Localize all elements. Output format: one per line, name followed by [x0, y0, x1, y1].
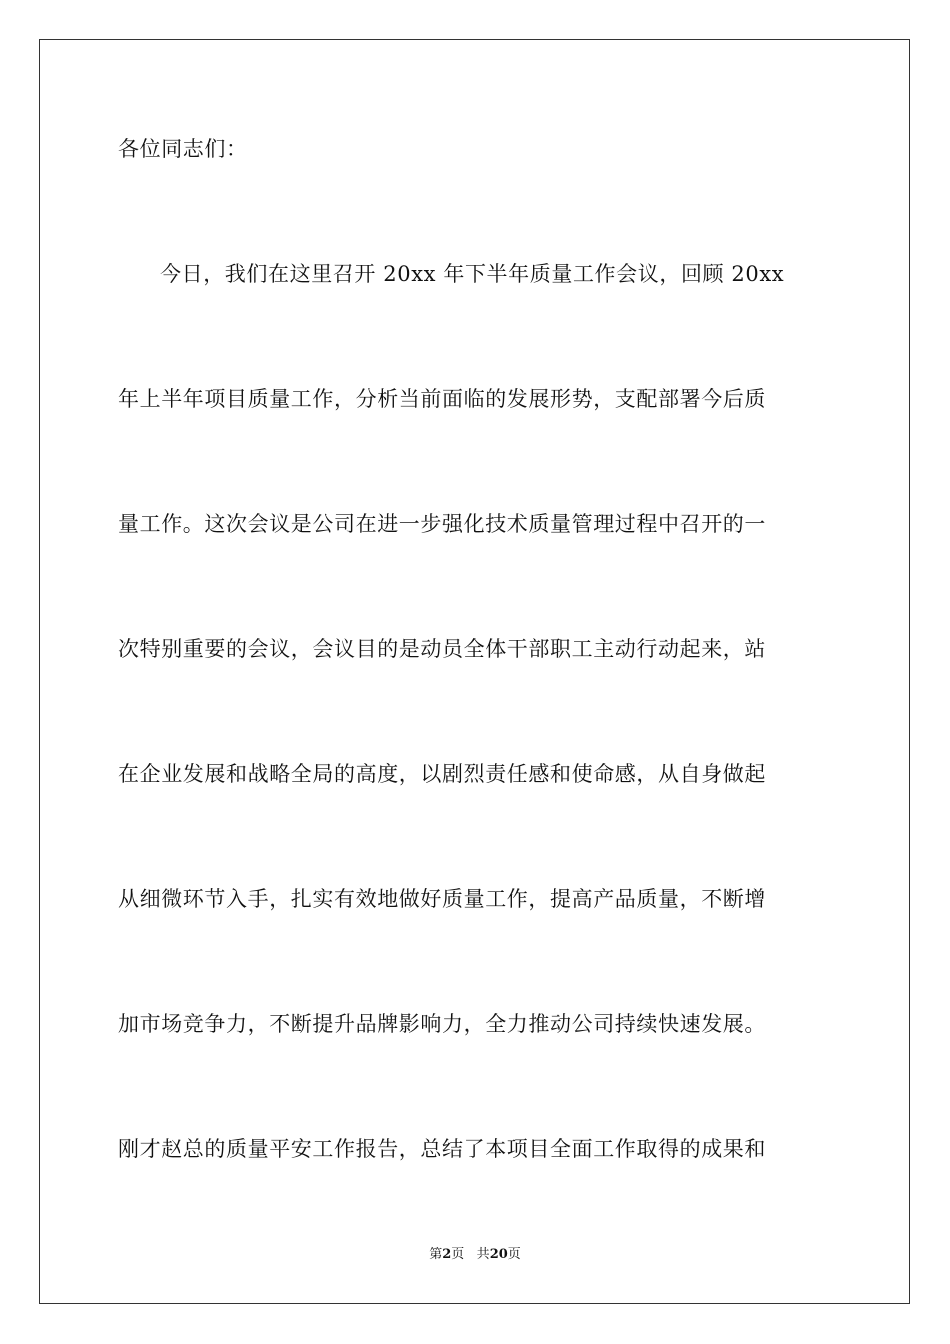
paragraph-line-2: 年上半年项目质量工作，分析当前面临的发展形势，支配部署今后质	[118, 387, 766, 411]
salutation: 各位同志们：	[118, 137, 248, 161]
paragraph-line-3: 量工作。这次会议是公司在进一步强化技术质量管理过程中召开的一	[118, 512, 766, 536]
total-pages: 20	[489, 1247, 508, 1262]
page-number: 2	[442, 1247, 452, 1262]
paragraph-line-8: 刚才赵总的质量平安工作报告，总结了本项目全面工作取得的成果和	[118, 1137, 766, 1161]
paragraph-line-5: 在企业发展和战略全局的高度，以剧烈责任感和使命感，从自身做起	[118, 762, 766, 786]
total-suffix: 页	[507, 1247, 521, 1262]
page-footer	[0, 1246, 950, 1264]
page-suffix: 页	[451, 1247, 465, 1262]
paragraph-line-6: 从细微环节入手，扎实有效地做好质量工作，提高产品质量，不断增	[118, 887, 766, 911]
paragraph-line-7: 加市场竞争力，不断提升品牌影响力，全力推动公司持续快速发展。	[118, 1012, 766, 1036]
page-border	[39, 39, 910, 1304]
page-prefix: 第	[429, 1247, 443, 1262]
total-prefix: 共	[476, 1247, 490, 1262]
paragraph-line-4: 次特别重要的会议，会议目的是动员全体干部职工主动行动起来，站	[118, 637, 766, 661]
paragraph-line-1: 今日，我们在这里召开 20xx 年下半年质量工作会议，回顾 20xx	[160, 262, 785, 286]
